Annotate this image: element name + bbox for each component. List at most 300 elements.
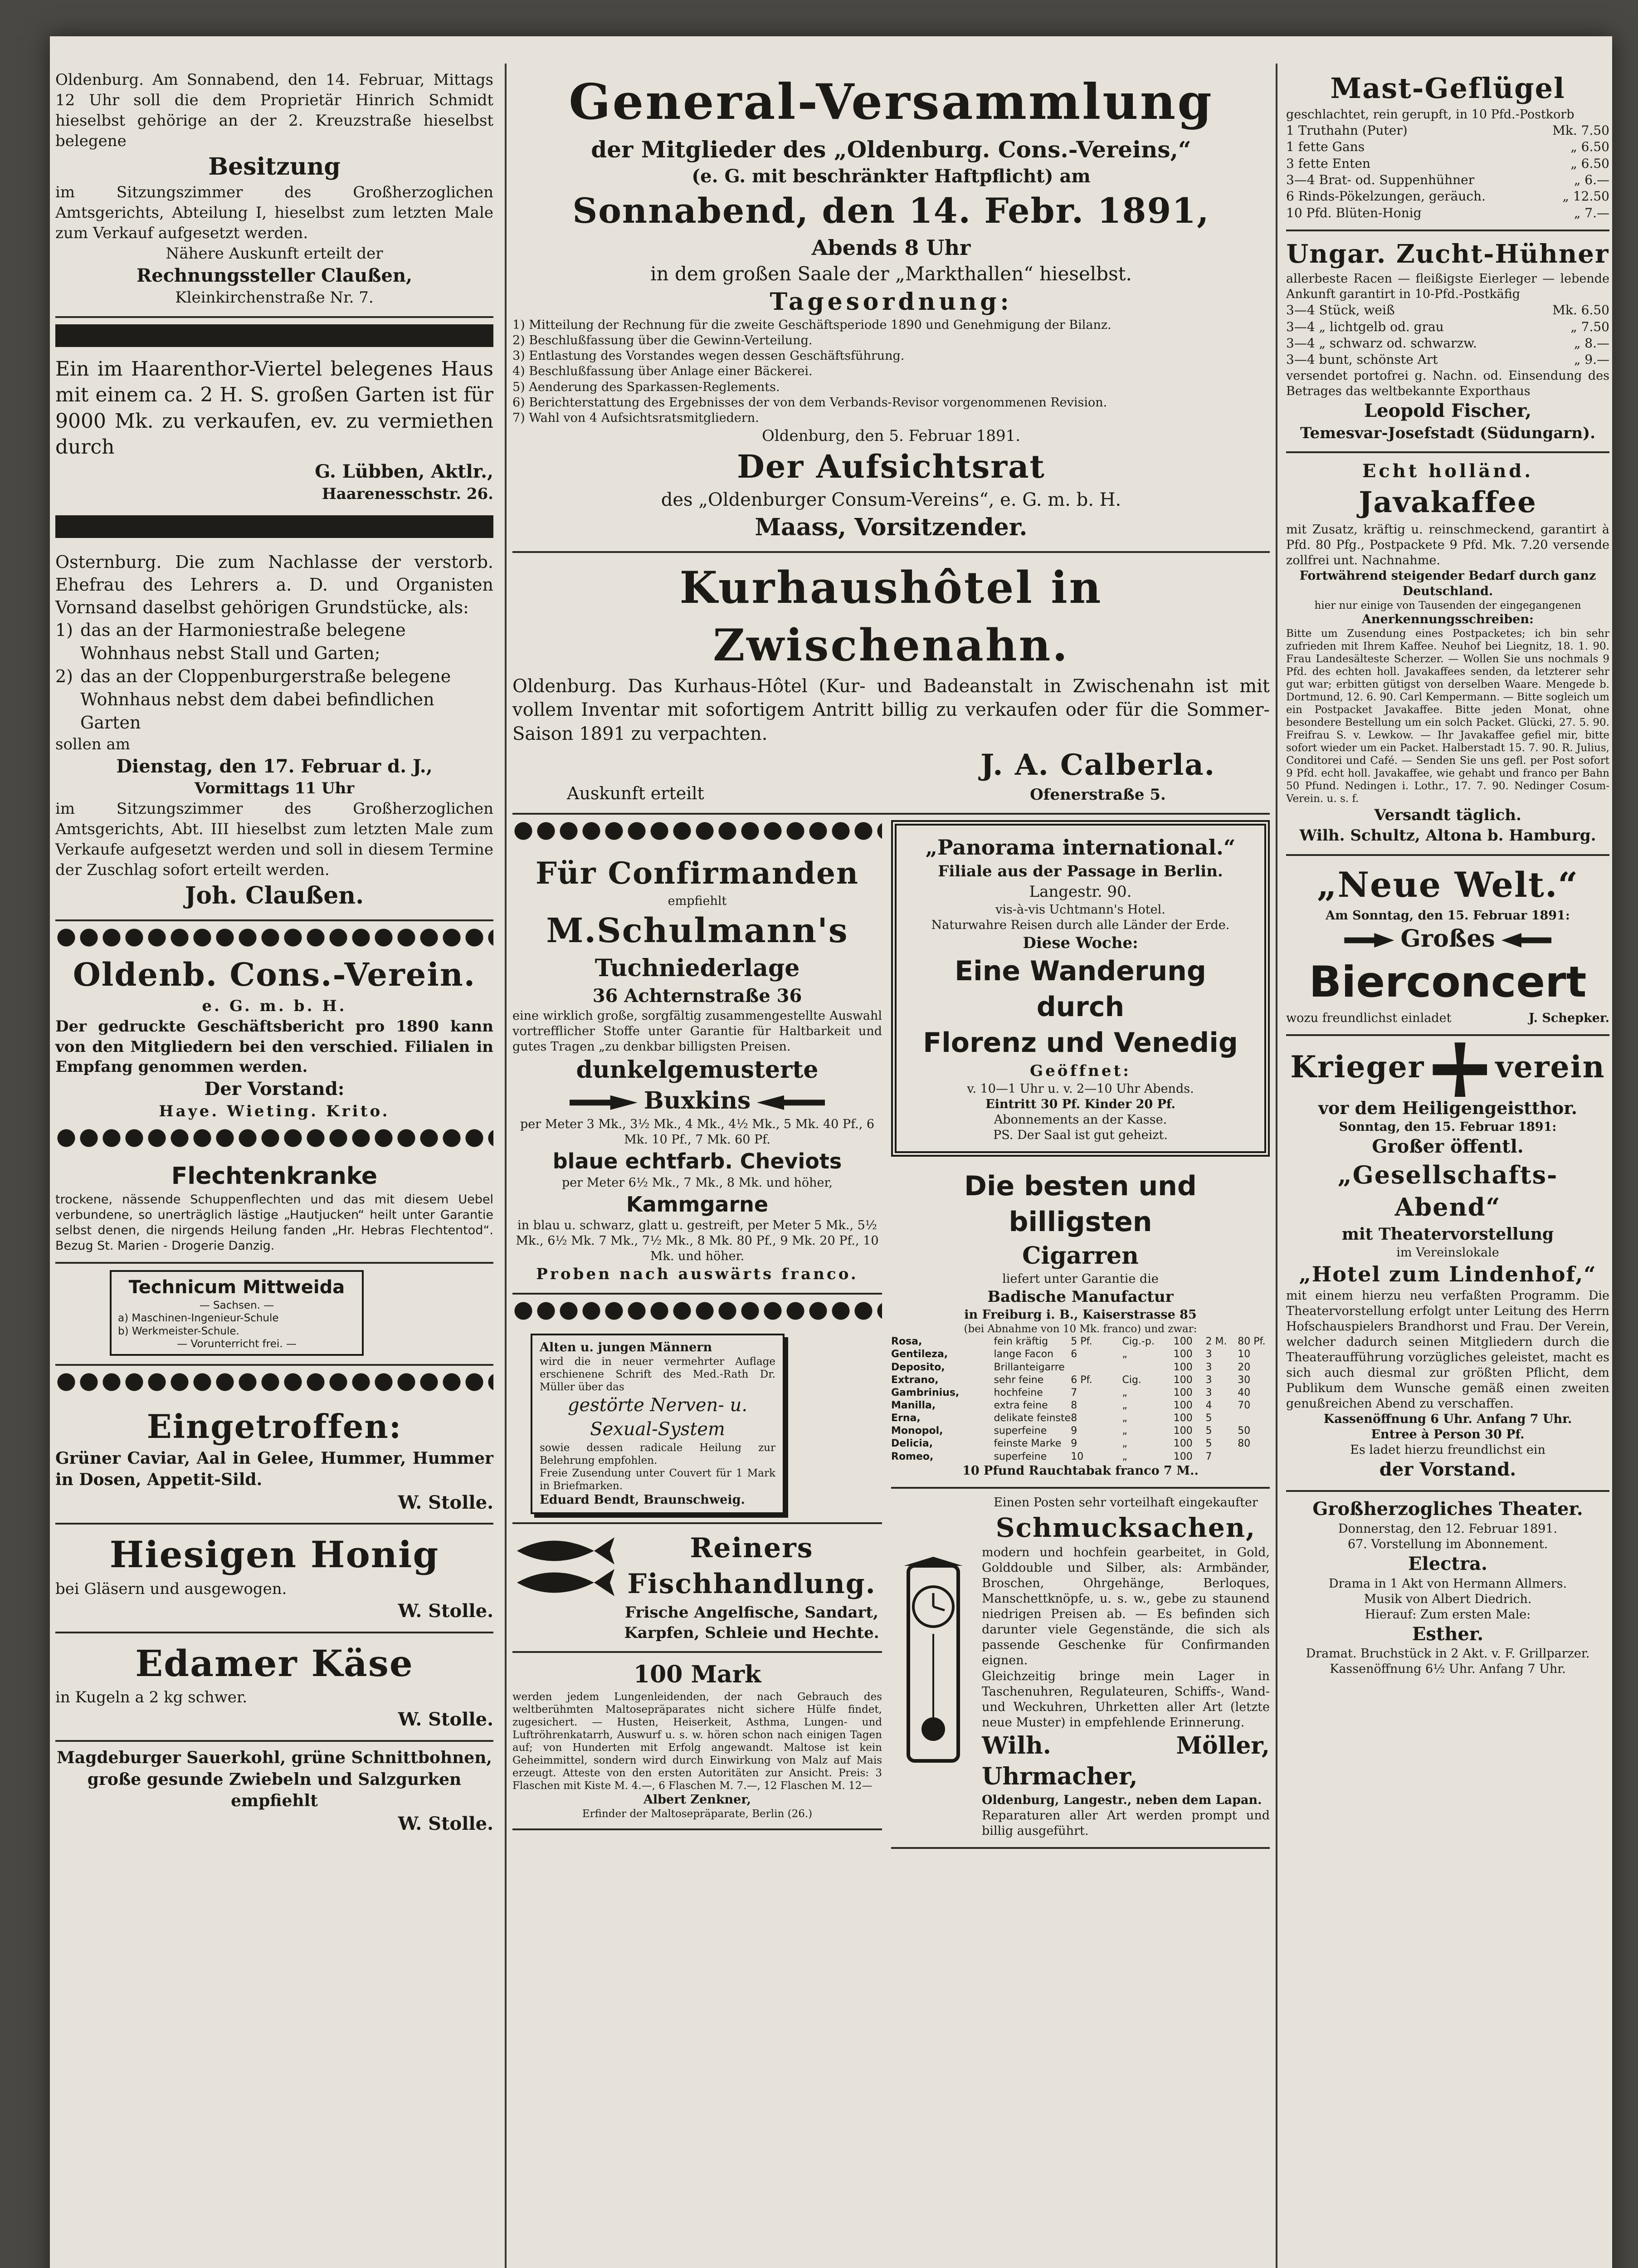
table-cell: delikate feinste: [994, 1413, 1071, 1424]
item-name: 6 Rinds-Pökelzungen, geräuch.: [1286, 189, 1486, 204]
table-cell: 8: [1071, 1400, 1077, 1412]
item-name: 3—4 bunt, schönste Art: [1286, 352, 1438, 367]
item-price: „ 7.50: [1570, 319, 1609, 334]
ad-address: Haarenesschstr. 26.: [322, 484, 493, 503]
agenda-title: Tagesordnung:: [770, 288, 1013, 316]
price-row: [1286, 302, 1609, 318]
ad-panorama: [891, 820, 1270, 1157]
ad-text: Musik von Albert Diedrich.: [1364, 1592, 1532, 1606]
ad-title: Hiesigen Honig: [109, 1533, 439, 1576]
ad-text: Grüner Caviar, Aal in Gelee, Hummer, Hummer in Dosen, Appetit-Sild.: [55, 1448, 493, 1490]
pointing-hand-icon: [1344, 933, 1394, 948]
left-column: [50, 64, 499, 2268]
ad-text: Geöffnet:: [1029, 1062, 1131, 1080]
table-cell: 100: [1173, 1349, 1193, 1360]
table-cell: 100: [1173, 1361, 1193, 1373]
ad-text: Badische Manufactur: [987, 1288, 1174, 1306]
price-row: [1286, 122, 1609, 139]
column-rule: [1276, 64, 1277, 2268]
ad-hours: Kassenöffnung 6 Uhr. Anfang 7 Uhr.: [1323, 1412, 1572, 1427]
table-cell: 50: [1238, 1425, 1251, 1437]
table-cell: 4: [1205, 1400, 1212, 1412]
ad-title: Eingetroffen:: [146, 1407, 402, 1446]
ad-title: „Panorama international.“: [925, 835, 1236, 860]
ad-text: (bei Abnahme von 10 Mk. franco) und zwar:: [964, 1323, 1197, 1335]
table-cell: [1122, 1361, 1173, 1374]
ad-signature: Rechnungssteller Claußen,: [136, 264, 413, 286]
ad-place-date: Oldenburg, den 5. Februar 1891.: [761, 426, 1021, 445]
table-cell: 20: [1238, 1361, 1251, 1373]
product-heading: [512, 1085, 882, 1117]
price-text: per Meter 6½ Mk., 7 Mk., 8 Mk. und höher,: [561, 1175, 833, 1190]
ad-sauerkohl: [55, 1742, 493, 1836]
ad-text: im Sitzungszimmer des Großherzoglichen Amtsgerichts, Abt. III hieselbst zum letzten Male zum Verkaufe aufgesetzt werden und soll in diesem Termine der Zuschlag sofort erteilt werden.: [55, 800, 493, 879]
ad-text: PS. Der Saal ist gut geheizt.: [993, 1128, 1168, 1143]
ad-highlight: Florenz und Venedig: [923, 1027, 1238, 1059]
table-cell: 5 Pf.: [1071, 1336, 1092, 1348]
table-cell: 3: [1205, 1349, 1212, 1360]
price-row: [1286, 352, 1609, 368]
table-cell: Cig.-p.: [1122, 1336, 1155, 1348]
table-cell: 7: [1071, 1387, 1077, 1398]
table-cell: Gentileza,: [891, 1349, 948, 1360]
table-cell: Brillanteigarre: [994, 1361, 1065, 1373]
ad-board: Der Vorstand:: [204, 1078, 345, 1100]
table-cell: 7: [1205, 1451, 1212, 1462]
price-row: [1286, 188, 1609, 205]
item-price: Mk. 7.50: [1552, 122, 1609, 138]
table-cell: Deposito,: [891, 1361, 945, 1373]
table-cell: „: [1122, 1438, 1127, 1450]
table-cell: 70: [1238, 1400, 1251, 1412]
product-heading: Kammgarne: [626, 1192, 769, 1217]
ad-title: Javakaffee: [1359, 485, 1537, 520]
ad-subtitle: Erfinder der Maltosepräparate, Berlin (26.): [582, 1808, 813, 1820]
table-cell: 100: [1173, 1387, 1193, 1398]
ad-text: Gleichzeitig bringe mein Lager in Taschenuhren, Regulateuren, Schiffs-, Wand- und Weckuhren, Uhrketten aller Art (letzte neue Muster) in empfehlende Erinnerung.: [982, 1669, 1270, 1730]
table-row: [891, 1387, 1270, 1399]
ad-testimonials: Bitte um Zusendung eines Postpacketes; ich bin sehr zufrieden mit Ihrem Kaffee. Neuhof bei Liegnitz, 18. 1. 90. Frau Landesälteste Scherzer. — Wollen Sie uns nochmals 9 Pfd. des echten holl. Javakaffees senden, da letzterer sehr gut war; erbitten gütigst von derselben Waare. Mengede b. Dortmund, 12. 6. 90. Carl Kempermann. — Bitte sogleich um ein Postpacket Javakaffee. Bitte jeden Monat, ohne besondere Bestellung um ein solch Packet. Glücki, 27. 5. 90. Freifrau S. v. Lewkow. — Ihr Javakaffee gefiel mir, bitte sofort wieder um ein Packet. Halberstadt 15. 7. 90. R. Julius, Conditorei und Café. — Senden Sie uns gefl. per Post sofort 9 Pfd. echt holl. Javakaffee, wie gehabt und franco per Bahn 50 Pfund. Nedingen i. Lothr., 17. 7. 90. Nedinger Cosum-Verein. u. s. f.: [1286, 627, 1609, 805]
table-cell: „: [1122, 1425, 1127, 1437]
table-cell: „: [1122, 1400, 1127, 1412]
ad-text: Einen Posten sehr vorteilhaft eingekaufter: [994, 1495, 1258, 1510]
ad-text: Großer öffentl.: [1372, 1136, 1524, 1158]
ad-address: Kleinkirchenstraße Nr. 7.: [175, 288, 374, 307]
ad-title: Die besten und billigsten: [964, 1170, 1197, 1238]
item-name: 3—4 Stück, weiß: [1286, 303, 1395, 318]
ad-schulmann: [512, 847, 882, 1295]
table-cell: 10: [1238, 1349, 1251, 1360]
ad-text: Abonnements an der Kasse.: [994, 1113, 1167, 1127]
ad-date: Sonntag, den 15. Februar 1891:: [1339, 1120, 1557, 1134]
ad-signature: W. Stolle.: [398, 1600, 493, 1622]
ad-title: Mast-Geflügel: [1330, 72, 1565, 105]
separator-bar: [55, 324, 493, 347]
ad-haus: [55, 353, 493, 508]
ad-text: in dem großen Saale der „Markthallen“ hieselbst.: [650, 263, 1132, 285]
list-text: das an der Harmoniestraße belegene Wohnhaus nebst Stall und Garten;: [80, 620, 406, 664]
ad-text: vis-à-vis Uchtmann's Hotel.: [995, 902, 1165, 917]
ad-title: Edamer Käse: [135, 1642, 414, 1685]
ad-price: Entree à Person 30 Pf.: [1371, 1427, 1525, 1442]
product-heading: dunkelgemusterte: [576, 1056, 819, 1084]
ad-title: Echt holländ.: [1362, 460, 1534, 482]
ad-brand: M.Schulmann's: [546, 911, 848, 950]
price-text: in blau u. schwarz, glatt u. gestreift, per Meter 5 Mk., 5½ Mk., 6½ Mk. 7 Mk., 7½ Mk., 8 Mk. 80 Pf., 9 Mk. 20 Pf., 10 Mk. und höher.: [516, 1218, 879, 1264]
price-row: [1286, 335, 1609, 352]
ad-text: Es ladet hierzu freundlichst ein: [1350, 1443, 1545, 1457]
table-cell: 3: [1205, 1361, 1212, 1373]
ad-title: Für Confirmanden: [536, 855, 859, 891]
ad-text: Hierauf: Zum ersten Male:: [1365, 1607, 1531, 1622]
ad-title-part: verein: [1495, 1049, 1605, 1085]
price-row: [1286, 172, 1609, 188]
ad-text: empfiehlt: [668, 894, 727, 908]
dot-border: [55, 926, 493, 949]
ad-text: eine wirklich große, sorgfältig zusammengestellte Auswahl vortrefflicher Stoffe unter Garantie für Haltbarkeit und gutes Tragen „zu denkbar billigsten Preisen.: [512, 1008, 882, 1054]
ad-price: Eintritt 30 Pf. Kinder 20 Pf.: [985, 1097, 1175, 1112]
pointing-hand-icon: [757, 1095, 825, 1110]
table-cell: 100: [1173, 1425, 1193, 1437]
ad-title: Kurhaushôtel in Zwischenahn.: [679, 562, 1103, 671]
pointing-hand-icon: [570, 1095, 638, 1110]
table-cell: [1238, 1451, 1270, 1463]
table-cell: 6: [1071, 1349, 1077, 1360]
ad-title: Fischhandlung.: [627, 1568, 876, 1600]
table-cell: superfeine: [994, 1451, 1047, 1462]
ad-signature: G. Lübben, Aktlr.,: [315, 461, 493, 483]
ad-subtitle: — Sachsen. —: [199, 1300, 274, 1312]
ad-signature: Leopold Fischer,: [1364, 400, 1532, 421]
price-list: [1286, 122, 1609, 221]
ad-text: Drama in 1 Akt von Hermann Allmers.: [1328, 1576, 1567, 1591]
ad-text: sollen am: [55, 735, 131, 753]
ad-text: wird die in neuer vermehrter Auflage erschienene Schrift des Med.-Rath Dr. Müller über das: [540, 1356, 775, 1393]
play-title: Esther.: [1412, 1623, 1484, 1645]
ad-text: vor dem Heiligengeistthor.: [1318, 1098, 1578, 1119]
ad-board: Der Aufsichtsrat: [737, 448, 1045, 486]
list-item: b) Werkmeister-Schule.: [118, 1325, 239, 1337]
table-cell: „: [1122, 1349, 1127, 1360]
item-name: 3—4 „ schwarz od. schwarzw.: [1286, 335, 1477, 351]
ad-text: Filiale aus der Passage in Berlin.: [938, 862, 1223, 881]
ad-text: hier nur einige von Tausenden der eingegangenen: [1314, 599, 1581, 611]
ad-title: Besitzung: [208, 152, 341, 181]
ad-signature: Wilh. Schultz, Altona b. Hamburg.: [1299, 826, 1596, 845]
ad-address: 36 Achternstraße 36: [592, 985, 802, 1007]
item-name: 10 Pfd. Blüten-Honig: [1286, 205, 1422, 220]
ad-title: Oldenb. Cons.-Verein.: [73, 956, 476, 994]
ad-names: Haye. Wieting. Krito.: [159, 1102, 390, 1121]
table-cell: Extrano,: [891, 1374, 939, 1386]
ad-text: Oldenburg. Am Sonnabend, den 14. Februar, Mittags 12 Uhr soll die dem Proprietär Hinrich Schmidt hieselbst gehörige an der 2. Kreuzstraße hieselbst belegene: [55, 71, 493, 150]
play-title: Electra.: [1408, 1553, 1487, 1574]
fish-icon: [512, 1530, 617, 1598]
table-cell: Delicia,: [891, 1438, 933, 1450]
ad-generalversammlung: [512, 64, 1270, 553]
ad-text: Naturwahre Reisen durch alle Länder der Erde.: [931, 918, 1230, 932]
table-cell: fein kräftig: [994, 1336, 1048, 1348]
ad-zuchthuehner: [1286, 231, 1609, 453]
ad-title: Reiners: [690, 1532, 814, 1564]
ad-technicum: [55, 1264, 493, 1366]
table-cell: 5: [1205, 1438, 1212, 1450]
table-cell: Gambrinius,: [891, 1387, 960, 1398]
agenda-item: 5) Aenderung des Sparkassen-Reglements.: [512, 380, 780, 394]
ad-highlight: „Hotel zum Lindenhof,“: [1299, 1262, 1597, 1287]
item-price: Mk. 6.50: [1552, 303, 1609, 318]
ad-eingetroffen: [55, 1398, 493, 1525]
ad-text: geschlachtet, rein gerupft, in 10 Pfd.-Postkorb: [1286, 107, 1575, 122]
table-cell: 2 M.: [1205, 1336, 1227, 1348]
ad-signature: J. Schepker.: [1528, 1011, 1609, 1026]
newspaper-page-scan: [50, 36, 1612, 2268]
table-cell: lange Facon: [994, 1349, 1054, 1360]
ad-osternburg: [55, 544, 493, 922]
table-cell: 10: [1071, 1451, 1084, 1462]
table-cell: 80 Pf.: [1238, 1336, 1266, 1348]
dot-border: [55, 1370, 493, 1394]
item-name: 3—4 „ lichtgelb od. grau: [1286, 319, 1444, 334]
ad-highlight: gestörte Nerven- u. Sexual-System: [567, 1395, 748, 1440]
price-list: [1286, 302, 1609, 368]
ad-highlight: „Gesellschafts-Abend“: [1337, 1160, 1558, 1222]
ad-text: Ein im Haarenthor-Viertel belegenes Haus mit einem ca. 2 H. S. großen Garten ist für 9000 Mk. zu verkaufen, ev. zu vermiethen durch: [55, 357, 493, 459]
iron-cross-icon: [1433, 1042, 1487, 1097]
table-cell: extra feine: [994, 1400, 1048, 1412]
item-price: „ 6.50: [1570, 156, 1609, 171]
list-number: 1): [55, 620, 73, 640]
ad-text: Auskunft erteilt: [567, 783, 704, 804]
ad-text: [1286, 924, 1609, 955]
ad-signature: J. A. Calberla.: [980, 748, 1215, 782]
table-cell: 5: [1205, 1413, 1212, 1424]
agenda-item: 2) Beschlußfassung über die Gewinn-Verteilung.: [512, 333, 813, 348]
ad-signature: Eduard Bendt, Braunschweig.: [540, 1493, 745, 1507]
table-cell: 100: [1173, 1413, 1193, 1424]
ad-text: wozu freundlichst einladet: [1286, 1011, 1452, 1026]
ad-signature: Albert Zenkner,: [643, 1793, 751, 1807]
ad-javakaffee: [1286, 453, 1609, 856]
ad-highlight: Eine Wanderung: [955, 955, 1206, 987]
ad-kurhaushotel: [512, 553, 1270, 815]
table-row: [891, 1425, 1270, 1437]
table-cell: 100: [1173, 1336, 1193, 1348]
table-cell: 40: [1238, 1387, 1251, 1398]
pendulum-clock-icon: [895, 1557, 972, 1770]
agenda-item: 7) Wahl von 4 Aufsichtsratsmitgliedern.: [512, 411, 759, 425]
ad-highlight: Bierconcert: [1309, 958, 1587, 1007]
ad-subtitle: e. G. m. b. H.: [202, 997, 347, 1015]
ad-title: „Neue Welt.“: [1316, 865, 1579, 905]
ad-text: versendet portofrei g. Nachn. od. Einsendung des Betrages das weltbekannte Exporthaus: [1286, 368, 1609, 398]
ad-text: des „Oldenburger Consum-Vereins“, e. G. m. b. H.: [661, 489, 1121, 510]
ad-subtitle: Anerkennungsschreiben:: [1361, 612, 1534, 626]
ad-text: Der gedruckte Geschäftsbericht pro 1890 kann von den Mitgliedern bei den verschied. Filialen in Empfang genommen werden.: [55, 1017, 493, 1076]
ad-text: Frische Angelfische, Sandart, Karpfen, Schleie und Hechte.: [624, 1603, 879, 1642]
table-row: [891, 1335, 1270, 1348]
table-row: [891, 1361, 1270, 1374]
ad-mastgefluegel: [1286, 64, 1609, 231]
table-cell: „: [1122, 1387, 1127, 1398]
ad-cigarren: [891, 1162, 1270, 1489]
agenda-item: 6) Berichterstattung des Ergebnisses der von dem Verbands-Revisor vorgenommenen Revision.: [512, 395, 1107, 410]
ad-text: bei Gläsern und ausgewogen.: [55, 1580, 287, 1598]
list-number: 2): [55, 666, 73, 686]
table-cell: Manilla,: [891, 1400, 936, 1412]
ad-signature: W. Stolle.: [398, 1491, 493, 1513]
table-cell: „: [1122, 1413, 1127, 1424]
table-cell: 100: [1173, 1374, 1193, 1386]
ad-time: Vormittags 11 Uhr: [194, 779, 355, 798]
ad-text: Reparaturen aller Art werden prompt und billig ausgeführt.: [982, 1808, 1270, 1838]
price-row: [1286, 319, 1609, 335]
dot-border: [512, 819, 882, 843]
ad-text: Magdeburger Sauerkohl, grüne Schnittbohnen, große gesunde Zwiebeln und Salzgurken empfiehlt: [57, 1748, 492, 1811]
table-cell: superfeine: [994, 1425, 1047, 1437]
ad-nervensystem: [512, 1327, 882, 1524]
price-text: per Meter 3 Mk., 3½ Mk., 4 Mk., 4½ Mk., 5 Mk. 40 Pf., 6 Mk. 10 Pf., 7 Mk. 60 Pf.: [520, 1117, 875, 1147]
newspaper-page: [50, 36, 1612, 2268]
table-cell: 9: [1071, 1425, 1077, 1437]
ad-reiners: [512, 1524, 882, 1653]
ad-address: Temesvar-Josefstadt (Südungarn).: [1300, 424, 1595, 442]
ad-text: der Mitglieder des „Oldenburg. Cons.-Vereins,“: [591, 136, 1191, 163]
middle-right-subcolumn: [891, 815, 1270, 1848]
middle-left-subcolumn: [512, 815, 882, 1848]
table-cell: 8: [1071, 1413, 1077, 1424]
ad-text: Dramat. Bruchstück in 2 Akt. v. F. Grillparzer.: [1306, 1647, 1590, 1661]
ad-text: mit einem hierzu neu verfaßten Programm. Die Theatervorstellung erfolgt unter Leitung des Herrn Hofschauspielers Brandhorst und Frau. Der Verein, welcher dadurch seinen Mitgliedern durch die Theateraufführung vorzügliches geleistet, macht es sich auch diesmal zur größten Pflicht, dem Publikum dem Wunsche gemäß einen zweiten genußreichen Abend zu verschaffen.: [1286, 1289, 1609, 1411]
table-cell: „: [1122, 1451, 1127, 1462]
ad-date: Dienstag, den 17. Februar d. J.,: [116, 755, 433, 777]
ad-text: Osternburg. Die zum Nachlasse der verstorb. Ehefrau des Lehrers a. D. und Organisten Vornsand daselbst gehörigen Grundstücke, als:: [55, 552, 493, 618]
item-name: 3—4 Brat- od. Suppenhühner: [1286, 172, 1475, 188]
ad-title: General-Versammlung: [569, 73, 1214, 131]
ad-signature: W. Stolle.: [398, 1709, 493, 1730]
table-cell: Cig.: [1122, 1374, 1141, 1386]
agenda-item: 4) Beschlußfassung über Anlage einer Bäckerei.: [512, 364, 813, 379]
ad-signature: Maass, Vorsitzender.: [755, 513, 1028, 541]
product-name: Buxkins: [644, 1087, 751, 1115]
ad-consumverein: [55, 954, 493, 1122]
ad-title-part: Krieger: [1290, 1049, 1425, 1085]
ad-title: 100 Mark: [633, 1661, 761, 1689]
ad-text: Oldenburg. Das Kurhaus-Hôtel (Kur- und Badeanstalt in Zwischenahn ist mit vollem Inventar mit sofortigem Antritt billig zu verkaufen oder für die Sommer-Saison 1891 zu verpachten.: [512, 675, 1270, 745]
ad-text: in Kugeln a 2 kg schwer.: [55, 1688, 248, 1707]
ad-title: Alten u. jungen Männern: [540, 1340, 712, 1355]
ad-signature: Wilh. Möller, Uhrmacher,: [982, 1731, 1270, 1791]
ad-time: Abends 8 Uhr: [811, 235, 971, 260]
ad-neuewelt: [1286, 856, 1609, 1036]
table-cell: 9: [1071, 1438, 1077, 1450]
table-row: [891, 1437, 1270, 1450]
ad-honig: [55, 1525, 493, 1633]
ad-text: (e. G. mit beschränkter Haftpflicht) am: [692, 165, 1091, 187]
ad-signature: W. Stolle.: [398, 1813, 493, 1834]
table-cell: 30: [1238, 1374, 1251, 1386]
item-price: „ 12.50: [1562, 189, 1609, 204]
table-cell: 3: [1205, 1387, 1212, 1398]
table-cell: feinste Marke: [994, 1438, 1062, 1450]
ad-text: Fortwährend steigender Bedarf durch ganz Deutschland.: [1299, 568, 1596, 598]
table-cell: 6 Pf.: [1071, 1374, 1092, 1386]
dot-border: [512, 1299, 882, 1323]
ad-text: Diese Woche:: [1023, 934, 1138, 952]
ad-date: Donnerstag, den 12. Februar 1891.: [1338, 1521, 1558, 1536]
ad-title: Technicum Mittweida: [128, 1276, 345, 1298]
table-cell: [1238, 1412, 1270, 1425]
table-cell: sehr feine: [994, 1374, 1044, 1386]
ad-hours: v. 10—1 Uhr u. v. 2—10 Uhr Abends.: [967, 1082, 1194, 1096]
table-cell: Monopol,: [891, 1425, 943, 1437]
ad-text: sowie dessen radicale Heilung zur Belehrung empfohlen.: [540, 1442, 775, 1467]
table-cell: Rosa,: [891, 1336, 922, 1348]
ad-date: Am Sonntag, den 15. Februar 1891:: [1326, 908, 1570, 923]
table-cell: Erna,: [891, 1413, 921, 1424]
table-cell: 3: [1205, 1374, 1212, 1386]
ad-date: Sonnabend, den 14. Febr. 1891,: [572, 191, 1210, 231]
ad-text-label: Großes: [1400, 924, 1495, 953]
ad-title: Ungar. Zucht-Hühner: [1286, 239, 1609, 269]
item-name: 1 Truthahn (Puter): [1286, 122, 1408, 138]
table-row: [891, 1348, 1270, 1361]
price-row: [1286, 139, 1609, 155]
product-heading: blaue echtfarb. Cheviots: [552, 1149, 842, 1173]
table-cell: 100: [1173, 1438, 1193, 1450]
ad-title: Großherzogliches Theater.: [1312, 1498, 1583, 1520]
ad-signature: der Vorstand.: [1379, 1459, 1516, 1481]
ad-text: Nähere Auskunft erteilt der: [166, 244, 383, 263]
dot-border: [55, 1126, 493, 1150]
ad-moeller: [891, 1489, 1270, 1849]
ad-title: Cigarren: [1022, 1242, 1139, 1270]
ad-address: Langestr. 90.: [1029, 883, 1132, 901]
ad-title: Schmucksachen,: [995, 1512, 1256, 1543]
ad-footer: 10 Pfund Rauchtabak franco 7 M..: [962, 1463, 1199, 1478]
pointing-hand-icon: [1502, 933, 1551, 948]
table-cell: [1071, 1361, 1122, 1374]
ad-besitzung: [55, 64, 493, 318]
ad-theater: [1286, 1492, 1609, 1677]
table-row: [891, 1374, 1270, 1387]
ad-kriegerverein: [1286, 1036, 1609, 1492]
table-row: [891, 1451, 1270, 1463]
table-cell: 100: [1173, 1400, 1193, 1412]
middle-column: [512, 64, 1270, 2268]
ad-text: werden jedem Lungenleidenden, der nach Gebrauch des weltberühmten Maltosepräparates nicht sichere Hülfe findet, zugesichert. — Husten, Heiserkeit, Asthma, Lungen- und Luftröhrenkatarrh, Auswurf u. s. w. hören schon nach einigen Tagen auf; von Hunderten mit Erfolg angewandt. Maltose ist kein Geheimmittel, sondern wird durch Einwirkung von Malz auf Mais erzeugt. Atteste von den ersten Autoritäten zur Ansicht. Preis: 3 Flaschen mit Kiste M. 4.—, 6 Flaschen M. 7.—, 12 Flaschen M. 12—: [512, 1691, 882, 1792]
ad-text: liefert unter Garantie die: [1002, 1272, 1159, 1286]
ad-text: modern und hochfein gearbeitet, in Gold, Golddouble und Silber, als: Armbänder, Broschen, Ohrgehänge, Berloques, Manschettknöpfe, u. s. w., gebe zu staunend niedrigen Preisen ab. — Es befinden sich darunter viele Gegenstände, die sich als passende Geschenke für Confirmanden eignen.: [982, 1545, 1270, 1668]
price-table: [891, 1335, 1270, 1463]
ad-title: [1286, 1042, 1609, 1097]
column-rule: [505, 64, 507, 2268]
ad-subtitle: Tuchniederlage: [595, 954, 800, 982]
price-row: [1286, 156, 1609, 172]
separator-bar: [55, 515, 493, 538]
table-cell: 100: [1173, 1451, 1193, 1462]
item-price: „ 6.—: [1574, 172, 1609, 188]
list-item: [55, 619, 493, 665]
ad-text: Freie Zusendung unter Couvert für 1 Mark in Briefmarken.: [540, 1467, 775, 1492]
ad-footer: Proben nach auswärts franco.: [536, 1265, 858, 1284]
ad-address: Oldenburg, Langestr., neben dem Lapan.: [982, 1793, 1262, 1807]
list-item: [55, 665, 493, 734]
ad-text: mit Theatervorstellung: [1341, 1224, 1554, 1244]
list-item: a) Maschinen-Ingenieur-Schule: [118, 1312, 279, 1325]
item-price: „ 8.—: [1574, 335, 1609, 351]
ad-text: im Vereinslokale: [1396, 1246, 1499, 1260]
